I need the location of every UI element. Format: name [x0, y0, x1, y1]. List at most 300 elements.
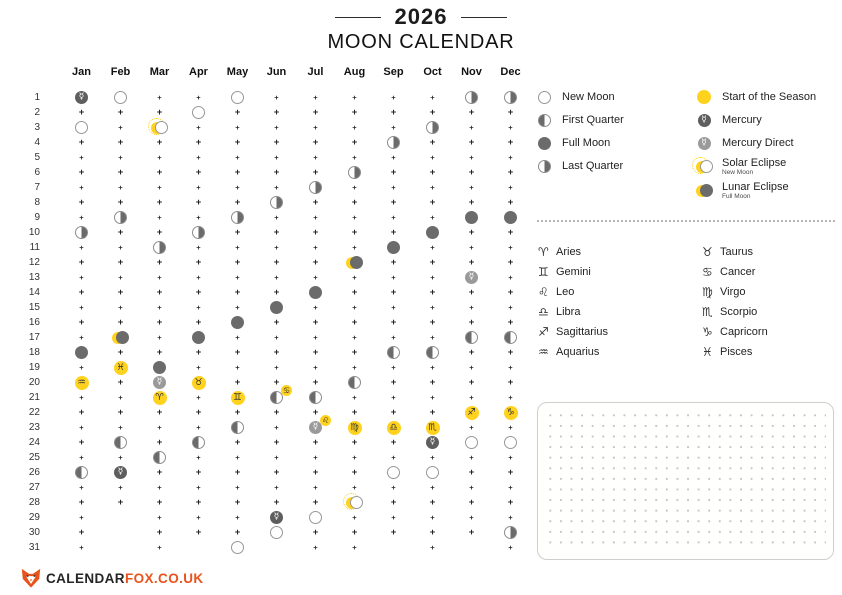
- grid-cell: [218, 345, 257, 360]
- plus-marker: +: [156, 466, 163, 478]
- grid-cell: [413, 135, 452, 150]
- legend-text: [722, 114, 762, 126]
- zodiac-pisces-icon: ♓: [702, 345, 713, 359]
- day-number: 25: [28, 452, 40, 463]
- plus-marker: +: [352, 122, 357, 132]
- grid-cell: [413, 180, 452, 195]
- plus-marker: +: [234, 106, 241, 118]
- grid-cell: [296, 120, 335, 135]
- zodiac-capricorn-icon: ♑: [702, 325, 713, 339]
- plus-marker: +: [430, 362, 435, 372]
- plus-marker: +: [273, 436, 280, 448]
- moon-outline-icon: [75, 121, 88, 134]
- grid-cell: [491, 285, 530, 300]
- grid-cell: [296, 360, 335, 375]
- plus-marker: +: [429, 136, 436, 148]
- grid-cell: [62, 270, 101, 285]
- plus-marker: +: [196, 512, 201, 522]
- grid-cell: [257, 525, 296, 540]
- plus-marker: +: [79, 482, 84, 492]
- grid-cell: [140, 435, 179, 450]
- plus-marker: +: [117, 376, 124, 388]
- plus-marker: +: [235, 122, 240, 132]
- plus-marker: +: [313, 452, 318, 462]
- grid-cell: [140, 375, 179, 390]
- zodiac-item-scorpio: [702, 302, 768, 322]
- plus-marker: +: [157, 332, 162, 342]
- mercury-direct-icon: ☿: [153, 376, 166, 389]
- last-quarter-icon: [504, 526, 517, 539]
- grid-cell: [491, 495, 530, 510]
- grid-cell: [296, 240, 335, 255]
- grid-cell: [413, 390, 452, 405]
- legend-label: Lunar Eclipse: [722, 181, 789, 193]
- plus-marker: +: [156, 166, 163, 178]
- brand-calendar: CALENDAR: [46, 570, 125, 586]
- grid-cell: [335, 540, 374, 555]
- grid-cell: [257, 240, 296, 255]
- plus-marker: +: [507, 496, 514, 508]
- plus-marker: +: [469, 152, 474, 162]
- plus-marker: +: [117, 106, 124, 118]
- calendar-grid: [62, 90, 530, 555]
- mercury-direct-legend-icon: [695, 137, 713, 150]
- grid-cell: [101, 405, 140, 420]
- grid-cell: [101, 375, 140, 390]
- grid-cell: [296, 330, 335, 345]
- grid-cell: [62, 465, 101, 480]
- plus-marker: +: [468, 346, 475, 358]
- plus-marker: +: [157, 542, 162, 552]
- plus-marker: +: [507, 226, 514, 238]
- plus-marker: +: [312, 196, 319, 208]
- grid-cell: [257, 90, 296, 105]
- moon-filled-icon: [75, 346, 88, 359]
- grid-cell: [101, 360, 140, 375]
- last-quarter-icon: [348, 166, 361, 179]
- grid-cell: [413, 420, 452, 435]
- zodiac-list-left: [538, 242, 608, 362]
- month-label: May: [226, 66, 249, 78]
- plus-marker: +: [312, 166, 319, 178]
- plus-marker: +: [508, 242, 513, 252]
- plus-marker: +: [195, 526, 202, 538]
- grid-cell: [374, 465, 413, 480]
- plus-marker: +: [195, 466, 202, 478]
- grid-cell: [413, 195, 452, 210]
- grid-cell: [62, 105, 101, 120]
- plus-marker: +: [273, 316, 280, 328]
- first-quarter-icon: [387, 346, 400, 359]
- plus-marker: +: [157, 302, 162, 312]
- grid-cell: [101, 255, 140, 270]
- zodiac-item-pisces: [702, 342, 768, 362]
- zodiac-name: Aries: [556, 246, 582, 258]
- grid-cell: [413, 480, 452, 495]
- plus-marker: +: [352, 182, 357, 192]
- grid-cell: [140, 195, 179, 210]
- grid-cell: [101, 435, 140, 450]
- grid-cell: [491, 465, 530, 480]
- plus-marker: +: [195, 256, 202, 268]
- grid-cell: [218, 390, 257, 405]
- grid-cell: [335, 435, 374, 450]
- plus-marker: +: [508, 392, 513, 402]
- grid-cell: [374, 240, 413, 255]
- grid-cell: [491, 390, 530, 405]
- grid-cell: [335, 225, 374, 240]
- day-number: 14: [28, 287, 40, 298]
- grid-cell: [179, 405, 218, 420]
- mercury-direct-icon: ☿: [465, 271, 478, 284]
- grid-cell: [140, 465, 179, 480]
- grid-cell: [374, 195, 413, 210]
- title-rule-right: [461, 17, 507, 18]
- grid-cell: [62, 390, 101, 405]
- plus-marker: +: [79, 182, 84, 192]
- grid-cell: [62, 225, 101, 240]
- plus-marker: +: [235, 362, 240, 372]
- grid-cell: [218, 525, 257, 540]
- zodiac-item-capricorn: [702, 322, 768, 342]
- plus-marker: +: [469, 392, 474, 402]
- plus-marker: +: [430, 482, 435, 492]
- plus-marker: +: [156, 526, 163, 538]
- grid-cell: [62, 300, 101, 315]
- grid-cell: [491, 135, 530, 150]
- plus-marker: +: [468, 376, 475, 388]
- zodiac-list-right: [702, 242, 768, 362]
- plus-marker: +: [274, 452, 279, 462]
- plus-marker: +: [313, 542, 318, 552]
- plus-marker: +: [391, 272, 396, 282]
- plus-marker: +: [430, 452, 435, 462]
- grid-cell: [452, 135, 491, 150]
- plus-marker: +: [469, 242, 474, 252]
- grid-cell: [296, 255, 335, 270]
- zodiac-item-leo: [538, 282, 608, 302]
- plus-marker: +: [117, 166, 124, 178]
- notes-dot-grid: [545, 410, 826, 552]
- grid-cell: [335, 165, 374, 180]
- legend-text: [722, 157, 786, 176]
- grid-cell: [140, 390, 179, 405]
- plus-marker: +: [195, 286, 202, 298]
- brand-text: [46, 571, 204, 586]
- zodiac-name: Libra: [556, 306, 581, 318]
- grid-cell: [452, 315, 491, 330]
- grid-cell: [62, 120, 101, 135]
- plus-marker: +: [273, 346, 280, 358]
- grid-cell: [413, 240, 452, 255]
- plus-marker: +: [196, 182, 201, 192]
- plus-marker: +: [274, 482, 279, 492]
- moon-filled-icon: [504, 211, 517, 224]
- zodiac-name: Taurus: [720, 246, 754, 258]
- plus-marker: +: [507, 316, 514, 328]
- plus-marker: +: [390, 226, 397, 238]
- plus-marker: +: [469, 122, 474, 132]
- legend-label: Mercury: [722, 114, 762, 126]
- plus-marker: +: [391, 482, 396, 492]
- grid-cell: [101, 390, 140, 405]
- grid-cell: [218, 375, 257, 390]
- grid-cell: [62, 540, 101, 555]
- day-number: 11: [29, 242, 40, 253]
- plus-marker: +: [313, 242, 318, 252]
- grid-cell: [296, 415, 335, 435]
- plus-marker: +: [429, 526, 436, 538]
- grid-cell: [335, 210, 374, 225]
- plus-marker: +: [118, 452, 123, 462]
- grid-cell: [62, 525, 101, 540]
- first-quarter-icon: [348, 376, 361, 389]
- grid-cell: [335, 345, 374, 360]
- grid-cell: [374, 450, 413, 465]
- plus-marker: +: [234, 346, 241, 358]
- plus-marker: +: [429, 496, 436, 508]
- solar-eclipse-legend-icon: [695, 159, 713, 174]
- mercury-icon: ☿: [114, 466, 127, 479]
- plus-marker: +: [430, 152, 435, 162]
- grid-cell: [374, 495, 413, 510]
- plus-marker: +: [312, 406, 319, 418]
- plus-marker: +: [507, 376, 514, 388]
- grid-cell: [101, 450, 140, 465]
- day-number: 23: [28, 422, 40, 433]
- plus-marker: +: [351, 316, 358, 328]
- grid-cell: [62, 195, 101, 210]
- grid-cell: [335, 255, 374, 270]
- grid-cell: [452, 270, 491, 285]
- plus-marker: +: [468, 226, 475, 238]
- grid-cell: [374, 525, 413, 540]
- grid-cell: [452, 165, 491, 180]
- grid-cell: [335, 285, 374, 300]
- lunar-eclipse-icon: [346, 255, 363, 270]
- plus-marker: +: [391, 362, 396, 372]
- grid-cell: [491, 240, 530, 255]
- zodiac-item-virgo: [702, 282, 768, 302]
- plus-marker: +: [313, 362, 318, 372]
- plus-marker: +: [273, 166, 280, 178]
- grid-cell: [491, 165, 530, 180]
- plus-marker: +: [195, 316, 202, 328]
- zodiac-name: Pisces: [720, 346, 753, 358]
- grid-cell: [374, 375, 413, 390]
- grid-cell: [452, 360, 491, 375]
- plus-marker: +: [351, 226, 358, 238]
- day-number: 18: [28, 347, 40, 358]
- first-quarter-icon: [309, 391, 322, 404]
- grid-cell: [335, 90, 374, 105]
- plus-marker: +: [195, 346, 202, 358]
- grid-cell: [62, 255, 101, 270]
- grid-cell: [374, 105, 413, 120]
- plus-marker: +: [79, 332, 84, 342]
- day-number: 8: [34, 197, 40, 208]
- moon-filled-icon: [465, 211, 478, 224]
- plus-marker: +: [273, 256, 280, 268]
- grid-cell: [296, 510, 335, 525]
- day-number: 22: [28, 407, 40, 418]
- grid-cell: [413, 435, 452, 450]
- solar-eclipse-icon: [151, 120, 168, 135]
- grid-cell: [413, 345, 452, 360]
- grid-cell: [296, 135, 335, 150]
- plus-marker: +: [118, 392, 123, 402]
- moon-filled-icon: [270, 301, 283, 314]
- first-quarter-icon: [192, 436, 205, 449]
- plus-marker: +: [312, 136, 319, 148]
- grid-cell: [62, 330, 101, 345]
- grid-cell: [179, 315, 218, 330]
- plus-marker: +: [507, 136, 514, 148]
- plus-marker: +: [118, 152, 123, 162]
- plus-marker: +: [391, 92, 396, 102]
- grid-cell: [140, 315, 179, 330]
- day-number: 7: [34, 182, 40, 193]
- grid-cell: [179, 240, 218, 255]
- grid-cell: [296, 345, 335, 360]
- last-quarter-icon: [114, 211, 127, 224]
- grid-cell: [452, 195, 491, 210]
- grid-cell: [335, 240, 374, 255]
- plus-marker: +: [196, 152, 201, 162]
- grid-cell: [257, 420, 296, 435]
- grid-cell: [62, 240, 101, 255]
- plus-marker: +: [312, 256, 319, 268]
- grid-cell: [413, 330, 452, 345]
- sun-dot-legend-icon: [695, 90, 713, 104]
- grid-cell: [257, 330, 296, 345]
- last-quarter-icon: [153, 241, 166, 254]
- month-label: Jul: [307, 66, 324, 78]
- plus-marker: +: [79, 542, 84, 552]
- zodiac-name: Sagittarius: [556, 326, 608, 338]
- month-label: Sep: [383, 66, 404, 78]
- grid-cell: [413, 375, 452, 390]
- legend-text: [562, 137, 610, 149]
- legend-item-new-moon: [535, 88, 624, 106]
- moon-outline-icon: [114, 91, 127, 104]
- grid-cell: [62, 360, 101, 375]
- grid-cell: [179, 465, 218, 480]
- last-quarter-legend-icon: [535, 160, 553, 173]
- grid-cell: [296, 450, 335, 465]
- plus-marker: +: [273, 406, 280, 418]
- plus-marker: +: [430, 272, 435, 282]
- grid-cell: [140, 330, 179, 345]
- plus-marker: +: [507, 286, 514, 298]
- plus-marker: +: [117, 496, 124, 508]
- plus-marker: +: [390, 166, 397, 178]
- grid-cell: [491, 480, 530, 495]
- grid-cell: [491, 510, 530, 525]
- legend-item-last-quarter: [535, 157, 624, 175]
- plus-marker: +: [507, 346, 514, 358]
- grid-cell: [101, 480, 140, 495]
- grid-cell: [296, 225, 335, 240]
- plus-marker: +: [274, 422, 279, 432]
- first-quarter-icon: [504, 331, 517, 344]
- grid-cell: [335, 120, 374, 135]
- plus-marker: +: [312, 466, 319, 478]
- grid-cell: [296, 390, 335, 405]
- plus-marker: +: [469, 452, 474, 462]
- day-number: 17: [28, 332, 40, 343]
- mercury-icon: ☿: [75, 91, 88, 104]
- grid-cell: [140, 135, 179, 150]
- grid-cell: [413, 495, 452, 510]
- plus-marker: +: [157, 182, 162, 192]
- plus-marker: +: [313, 122, 318, 132]
- season-start-icon: ♉: [192, 376, 206, 390]
- grid-cell: [218, 495, 257, 510]
- first-quarter-with-badge: [270, 385, 291, 404]
- title-rule-left: [335, 17, 381, 18]
- grid-cell: [296, 465, 335, 480]
- grid-cell: [101, 210, 140, 225]
- grid-cell: [413, 510, 452, 525]
- grid-cell: [335, 375, 374, 390]
- title-block: [0, 4, 842, 54]
- grid-cell: [179, 480, 218, 495]
- legend-item-lunar-eclipse: [695, 181, 816, 200]
- plus-marker: +: [79, 242, 84, 252]
- plus-marker: +: [352, 542, 357, 552]
- moon-disc-icon: [700, 160, 713, 173]
- plus-marker: +: [234, 466, 241, 478]
- legend-label: Last Quarter: [562, 160, 624, 172]
- plus-marker: +: [117, 136, 124, 148]
- month-label: Apr: [189, 66, 208, 78]
- grid-cell: [218, 285, 257, 300]
- day-number: 26: [28, 467, 40, 478]
- plus-marker: +: [274, 152, 279, 162]
- plus-marker: +: [273, 286, 280, 298]
- grid-cell: [179, 330, 218, 345]
- plus-marker: +: [234, 526, 241, 538]
- plus-marker: +: [351, 406, 358, 418]
- plus-marker: +: [78, 136, 85, 148]
- grid-cell: [374, 150, 413, 165]
- grid-cell: [257, 495, 296, 510]
- plus-marker: +: [235, 452, 240, 462]
- grid-cell: [218, 165, 257, 180]
- plus-marker: +: [196, 482, 201, 492]
- grid-cell: [257, 120, 296, 135]
- day-number: 28: [28, 497, 40, 508]
- grid-cell: [218, 120, 257, 135]
- plus-marker: +: [351, 196, 358, 208]
- plus-marker: +: [390, 256, 397, 268]
- lunar-eclipse-legend-icon: [695, 183, 713, 198]
- grid-cell: [374, 540, 413, 555]
- plus-marker: +: [234, 136, 241, 148]
- moon-outline-legend-icon: [535, 91, 553, 104]
- grid-cell: [374, 135, 413, 150]
- grid-cell: [218, 105, 257, 120]
- grid-cell: [101, 225, 140, 240]
- grid-cell: [101, 465, 140, 480]
- grid-cell: [257, 255, 296, 270]
- plus-marker: +: [352, 362, 357, 372]
- grid-cell: [62, 135, 101, 150]
- plus-marker: +: [351, 526, 358, 538]
- grid-cell: [218, 405, 257, 420]
- solar-eclipse-icon: [346, 495, 363, 510]
